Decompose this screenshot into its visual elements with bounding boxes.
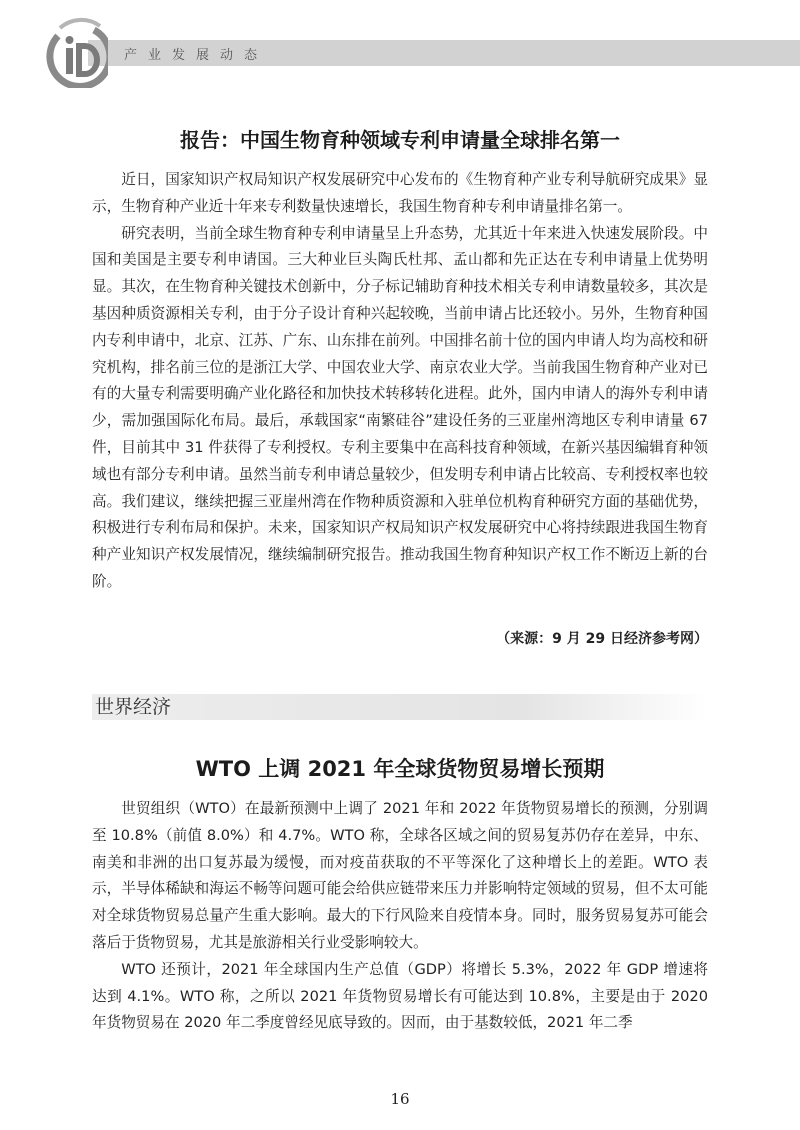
page-number: 16	[390, 1090, 410, 1108]
article-title: WTO 上调 2021 年全球货物贸易增长预期	[195, 757, 605, 781]
article-source: （来源：9 月 29 日经济参考网）	[496, 631, 708, 647]
article-title: 报告：中国生物育种领域专利申请量全球排名第一	[180, 128, 620, 152]
article-body	[92, 167, 708, 596]
section-heading: 世界经济	[95, 696, 172, 718]
paragraph: WTO 还预计，2021 年全球国内生产总值（GDP）将增长 5.3%，2022 年 GDP 增速将达到 4.1%。WTO 称，之所以 2021 年货物贸易增长有可能达到 10.8%，主要是由于 2020 年货物贸易在 2020 年二季度曾经见底导致的。因而，由于基数较低，2021 年二季	[92, 960, 708, 1032]
publication-logo-icon	[44, 14, 108, 88]
article-body	[92, 796, 708, 1037]
paragraph: 研究表明，当前全球生物育种专利申请量呈上升态势，尤其近十年来进入快速发展阶段。中国和美国是主要专利申请国。三大种业巨头陶氏杜邦、孟山都和先正达在专利申请量上优势明显。其次，在生物育种关键技术创新中，分子标记辅助育种技术相关专利申请数量较多，其次是基因种质资源相关专利，由于分子设计育种兴起较晚，当前申请占比还较小。另外，生物育种国内专利申请中，北京、江苏、广东、山东排在前列。中国排名前十位的国内申请人均为高校和研究机构，排名前三位的是浙江大学、中国农业大学、南京农业大学。当前我国生物育种产业对已有的大量专利需要明确产业化路径和加快技术转移转化进程。此外，国内申请人的海外专利申请少，需加强国际化布局。最后，承载国家“南繁硅谷”建设任务的三亚崖州湾地区专利申请量 67 件，目前其中 31 件获得了专利授权。专利主要集中在高科技育种领域，在新兴基因编辑育种领域也有部分专利申请。虽然当前专利申请总量较少，但发明专利申请占比较高、专利授权率也较高。我们建议，继续把握三亚崖州湾在作物种质资源和入驻单位机构育种研究方面的基础优势，积极进行专利布局和保护。未来，国家知识产权局知识产权发展研究中心将持续跟进我国生物育种产业知识产权发展情况，继续编制研究报告。推动我国生物育种知识产权工作不断迈上新的台阶。	[92, 224, 708, 590]
section-band	[92, 694, 708, 720]
header-label: 产业发展动态	[124, 48, 269, 63]
paragraph: 世贸组织（WTO）在最新预测中上调了 2021 年和 2022 年货物贸易增长的预测，分别调至 10.8%（前值 8.0%）和 4.7%。WTO 称，全球各区域之间的贸易复苏仍存在差异，中东、南美和非洲的出口复苏最为缓慢，而对疫苗获取的不平等深化了这种增长上的差距。WTO 表示，半导体稀缺和海运不畅等问题可能会给供应链带来压力并影响特定领域的贸易，但不太可能对全球货物贸易总量产生重大影响。最大的下行风险来自疫情本身。同时，服务贸易复苏可能会落后于货物贸易，尤其是旅游相关行业受影响较大。	[92, 800, 708, 951]
paragraph: 近日，国家知识产权局知识产权发展研究中心发布的《生物育种产业专利导航研究成果》显示，生物育种产业近十年来专利数量快速增长，我国生物育种专利申请量排名第一。	[92, 171, 708, 215]
